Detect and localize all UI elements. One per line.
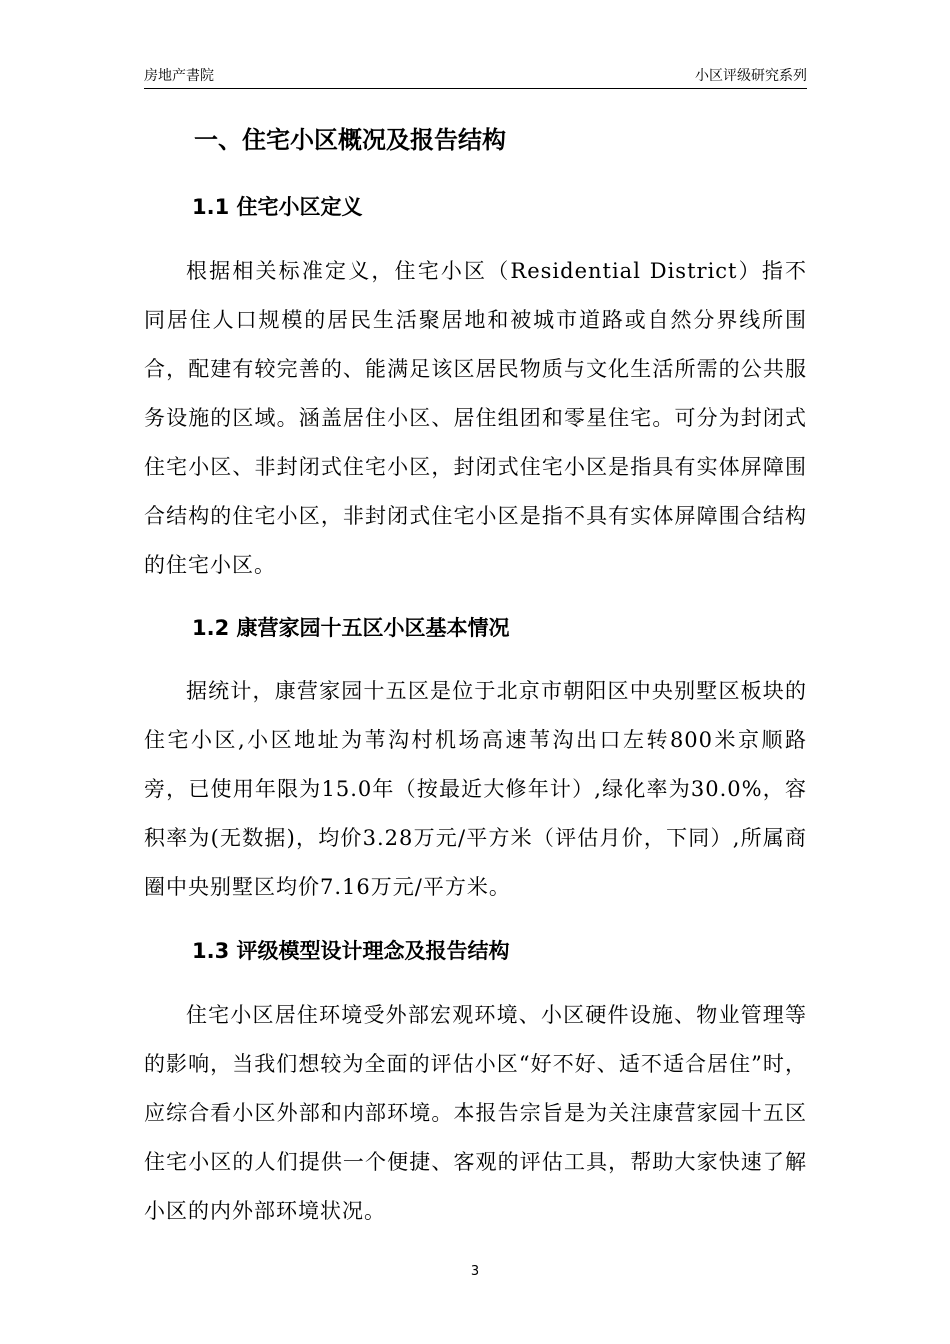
page-content xyxy=(144,112,807,1236)
subsection-heading-definition: 1.1 住宅小区定义 xyxy=(192,195,363,219)
header-series-title: 小区评级研究系列 xyxy=(695,68,807,84)
page-number: 3 xyxy=(470,1264,480,1279)
section-title: 一、住宅小区概况及报告结构 xyxy=(194,126,506,154)
paragraph-definition: 根据相关标准定义，住宅小区（Residential District）指不同居住人口规模的居民生活聚居地和被城市道路或自然分界线所围合，配建有较完善的、能满足该区居民物质与文化生活所需的公共服务设施的区域。涵盖居住小区、居住组团和零星住宅。可分为封闭式住宅小区、非封闭式住宅小区，封闭式住宅小区是指具有实体屏障围合结构的住宅小区，非封闭式住宅小区是指不具有实体屏障围合结构的住宅小区。 xyxy=(144,259,807,577)
page-header xyxy=(144,66,807,89)
paragraph-model-design: 住宅小区居住环境受外部宏观环境、小区硬件设施、物业管理等的影响，当我们想较为全面的评估小区“好不好、适不适合居住”时，应综合看小区外部和内部环境。本报告宗旨是为关注康营家园十五区住宅小区的人们提供一个便捷、客观的评估工具，帮助大家快速了解小区的内外部环境状况。 xyxy=(144,1003,807,1223)
paragraph-basic-info: 据统计，康营家园十五区是位于北京市朝阳区中央别墅区板块的住宅小区,小区地址为苇沟村机场高速苇沟出口左转800米京顺路旁，已使用年限为15.0年（按最近大修年计）,绿化率为30.0%，容积率为(无数据)，均价3.28万元/平方米（评估月价，下同）,所属商圈中央别墅区均价7.16万元/平方米。 xyxy=(144,679,807,899)
subsection-heading-basic-info: 1.2 康营家园十五区小区基本情况 xyxy=(192,616,510,640)
subsection-heading-model-design: 1.3 评级模型设计理念及报告结构 xyxy=(192,939,510,963)
header-publisher: 房地产書院 xyxy=(144,68,214,84)
